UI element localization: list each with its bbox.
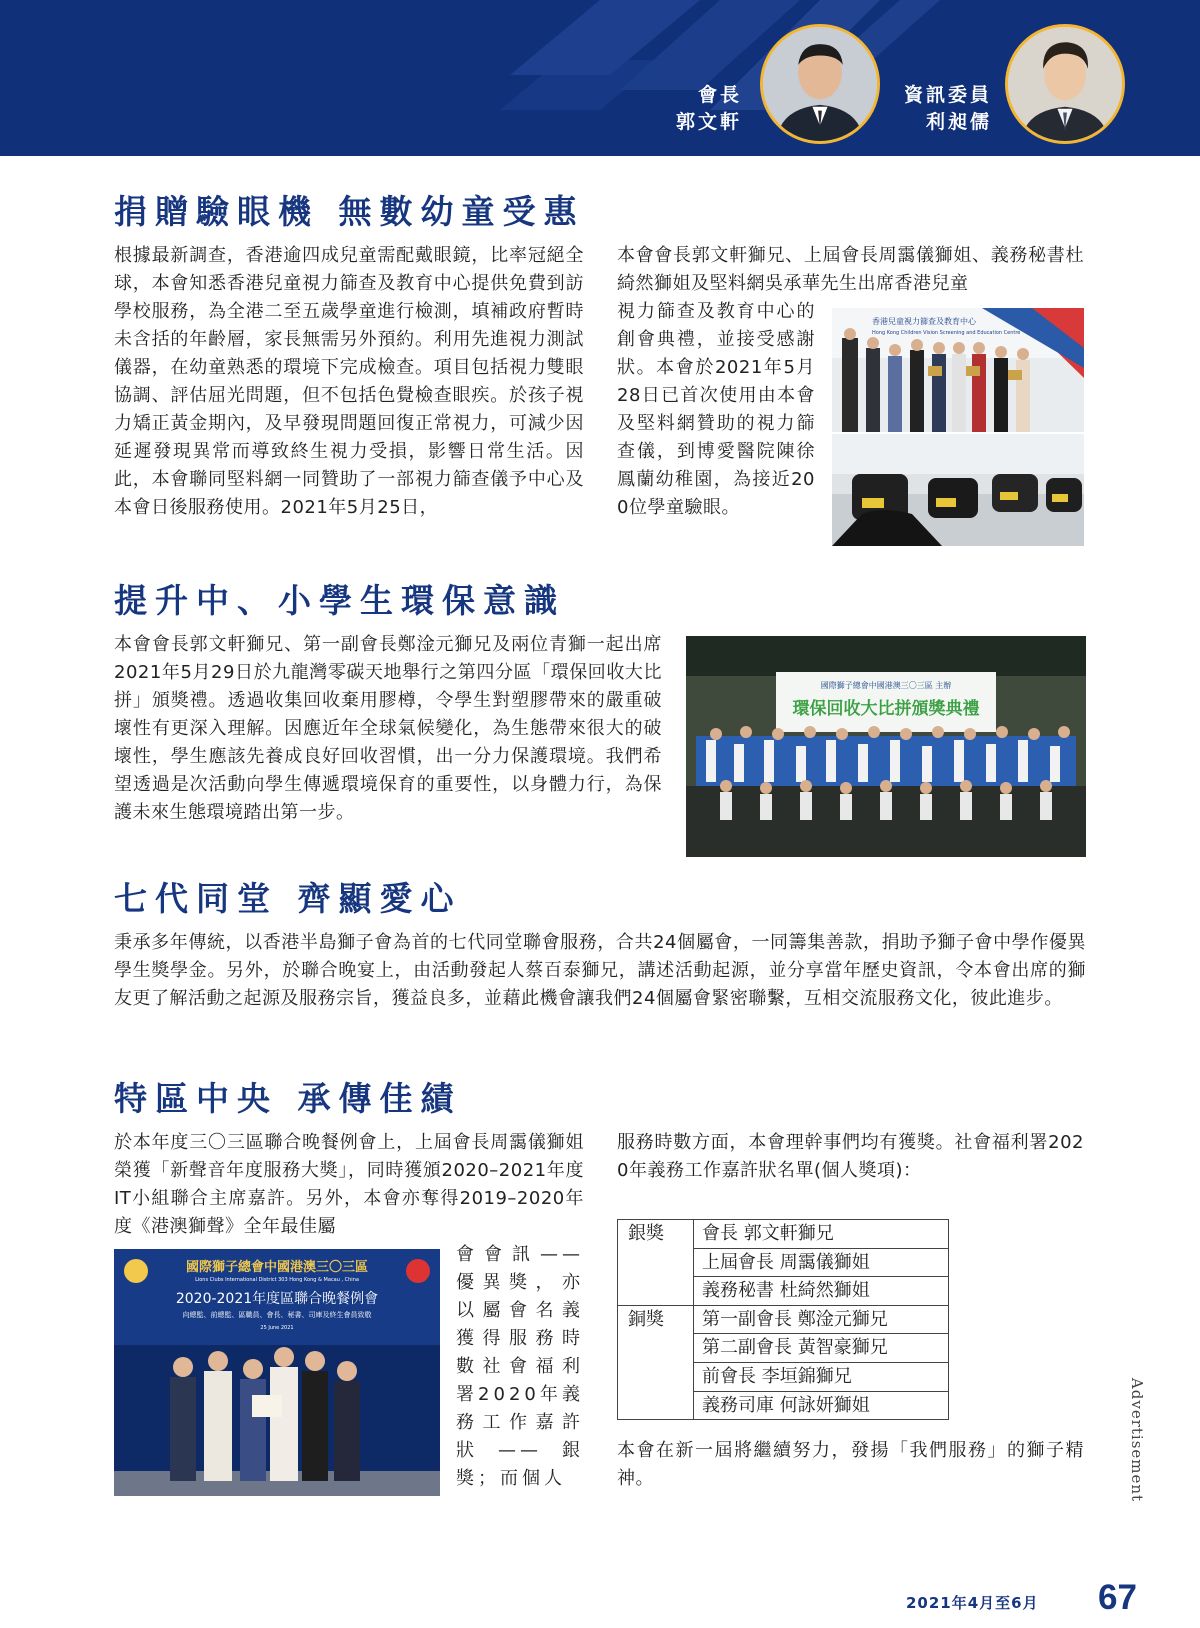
section3-heading: 七代同堂 齊顯愛心 [114, 879, 462, 918]
dinner-banner-date: 25 June 2021 [260, 1325, 294, 1331]
info-committee-label [870, 82, 992, 136]
table-row [618, 1305, 949, 1334]
section1-left-text: 根據最新調查，香港逾四成兒童需配戴眼鏡，比率冠絕全球，本會知悉香港兒童視力篩查及教育中心提供免費到訪學校服務，為全港二至五歲學童進行檢測，填補政府暫時未含括的年齡層，家長無需另外預約。利用先進視力測試儀器，在幼童熟悉的環境下完成檢查。項目包括視力雙眼協調、評估屈光問題，但不包括色覺檢查眼疾。於孩子視力矯正黃金期內，及早發現問題回復正常視力，可減少因延遲發現異常而導致終生視力受損，影響日常生活。因此，本會聯同堅料網一同贊助了一部視力篩查儀予中心及本會日後服務使用。2021年5月25日， [114, 245, 584, 518]
award-name: 會長 郭文軒獅兄 [694, 1220, 949, 1249]
dinner-banner-title: 2020-2021年度區聯合晚餐例會 [175, 1291, 379, 1307]
section4-left-text: 於本年度三〇三區聯合晚餐例會上，上屆會長周靄儀獅姐榮獲「新聲音年度服務大獎」，同時獲頒2020–2021年度IT小組聯合主席嘉許。另外，本會亦奪得2019–2020年度《港澳獅聲》全年最佳屬 [114, 1132, 584, 1237]
award-category-silver: 銀獎 [618, 1220, 694, 1306]
section2-heading: 提升中、小學生環保意識 [114, 581, 565, 620]
ceremony-sign-text: 香港兒童視力篩查及教育中心 [872, 317, 976, 326]
president-title: 會長 [697, 84, 742, 106]
president-name: 郭文軒 [675, 111, 742, 133]
section4-narrow-text: 會會訊——優異獎，亦以屬會名義獲得服務時數社會福利署2020年義務工作嘉許狀——銀獎；而個人 [456, 1244, 584, 1489]
ceremony-photo [832, 308, 1084, 432]
info-committee-title: 資訊委員 [903, 84, 992, 106]
ceremony-sign-english: Hong Kong Children Vision Screening and Education Centre [872, 330, 1021, 336]
recycling-award-photo [686, 636, 1086, 857]
award-name: 前會長 李垣錦獅兄 [694, 1362, 949, 1391]
header-banner [0, 0, 1200, 156]
page-number: 67 [1098, 1578, 1137, 1617]
president-avatar [760, 24, 880, 144]
dinner-banner-org: 國際獅子總會中國港澳三〇三區 [185, 1260, 369, 1275]
award-name: 第一副會長 鄭淦元獅兄 [694, 1305, 949, 1334]
section4-right-text: 服務時數方面，本會理幹事們均有獲獎。社會福利署2020年義務工作嘉許狀名單(個人獎項)： [617, 1132, 1084, 1181]
awards-table [617, 1219, 949, 1420]
president-label [652, 82, 742, 136]
award-name: 上屆會長 周靄儀獅姐 [694, 1248, 949, 1277]
recycling-banner-top-text: 國際獅子總會中國港澳三〇三區 主辦 [820, 681, 952, 690]
advertisement-text: Advertisement [1128, 1377, 1146, 1503]
recycling-banner-title: 環保回收大比拼頒獎典禮 [792, 699, 980, 719]
dinner-banner-subtitle: 向總監、前總監、區職員、會長、秘書、司庫及終生會員致敬 [182, 1311, 372, 1319]
vision-screener-photo [832, 434, 1084, 546]
dinner-banner-org-english: Lions Clubs International District 303 Hong Kong & Macau , China [195, 1277, 359, 1283]
award-name: 義務司庫 何詠妍獅姐 [694, 1391, 949, 1420]
section2-text: 本會會長郭文軒獅兄、第一副會長鄭淦元獅兄及兩位青獅一起出席2021年5月29日於九龍灣零碳天地舉行之第四分區「環保回收大比拼」頒獎禮。透過收集回收棄用膠樽，令學生對塑膠帶來的嚴重破壞性有更深入理解。因應近年全球氣候變化，為生態帶來很大的破壞性，學生應該先養成良好回收習慣，出一分力保護環境。我們希望透過是次活動向學生傳遞環境保育的重要性，以身體力行，為保護未來生態環境踏出第一步。 [114, 634, 662, 823]
table-row [618, 1220, 949, 1249]
section1-heading: 捐贈驗眼機 無數幼童受惠 [114, 192, 585, 231]
section4-closing-text: 本會在新一屆將繼續努力，發揚「我們服務」的獅子精神。 [617, 1440, 1084, 1489]
award-name: 第二副會長 黃智豪獅兄 [694, 1334, 949, 1363]
section4-heading: 特區中央 承傳佳績 [114, 1079, 462, 1118]
section3-text: 秉承多年傳統，以香港半島獅子會為首的七代同堂聯會服務，合共24個屬會，一同籌集善款，捐助予獅子會中學作優異學生獎學金。另外，於聯合晚宴上，由活動發起人蔡百泰獅兄，講述活動起源，並分享當年歷史資訊，令本會出席的獅友更了解活動之起源及服務宗旨，獲益良多，並藉此機會讓我們24個屬會緊密聯繫，互相交流服務文化，彼此進步。 [114, 932, 1086, 1009]
award-name: 義務秘書 杜綺然獅姐 [694, 1277, 949, 1306]
advertisement-side-label [1122, 1360, 1152, 1520]
info-committee-avatar [1005, 24, 1125, 144]
info-committee-name: 利昶儒 [925, 111, 992, 133]
award-category-bronze: 銅獎 [618, 1305, 694, 1419]
issue-date: 2021年4月至6月 [906, 1594, 1039, 1612]
section1-right-intro: 本會會長郭文軒獅兄、上屆會長周靄儀獅姐、義務秘書杜綺然獅姐及堅料網吳承華先生出席香港兒童 [617, 245, 1084, 294]
dinner-meeting-photo [114, 1249, 440, 1496]
section1-right-column: 視力篩查及教育中心的創會典禮，並接受感謝狀。本會於2021年5月28日已首次使用由本會及堅料網贊助的視力篩查儀，到博愛醫院陳徐鳳蘭幼稚園，為接近200位學童驗眼。 [617, 301, 815, 518]
